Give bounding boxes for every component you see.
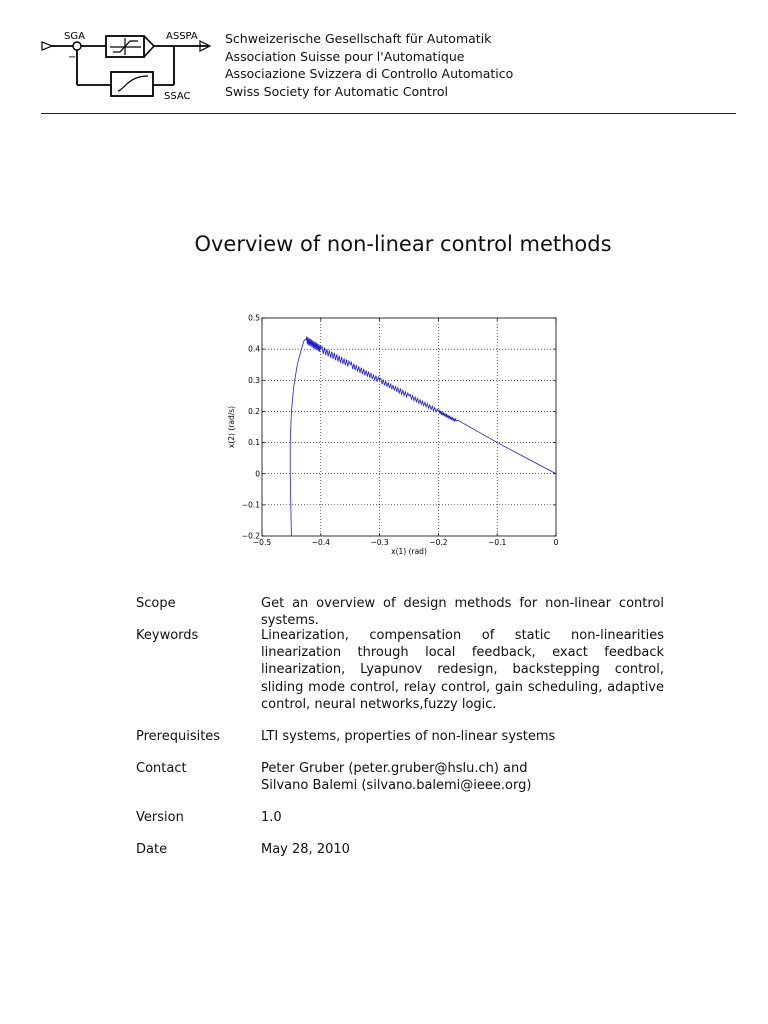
y-tick-label: 0.2 [248, 407, 260, 417]
y-tick-label: −0.2 [241, 531, 260, 541]
y-tick-label: −0.1 [241, 500, 260, 510]
logo-input-arrow [42, 42, 52, 50]
x-tick-label: −0.3 [370, 538, 389, 547]
y-tick-label: 0.5 [248, 313, 260, 323]
x-tick-label: −0.5 [252, 538, 272, 547]
meta-value: Linearization, compensation of static non-linearities linearization through local feedback, exact feedback linearization, Lyapunov redesign, backstepping control, sliding mode control, relay control, gain scheduling, adaptive control, neural networks,fuzzy logic. [261, 628, 664, 712]
society-name-it: Associazione Svizzera di Controllo Automatico [225, 66, 514, 82]
sga-logo [40, 26, 215, 106]
logo-minus-sign: − [68, 52, 77, 63]
meta-value: LTI systems, properties of non-linear systems [261, 729, 556, 744]
plot-grid [262, 318, 556, 536]
meta-label: Contact [136, 761, 187, 776]
meta-value: Get an overview of design methods for non-linear control systems. [261, 596, 664, 629]
y-tick-labels [242, 314, 260, 541]
meta-label: Scope [136, 596, 176, 611]
contact-line: Silvano Balemi (silvano.balemi@ieee.org) [261, 778, 532, 794]
y-tick-label: 0 [255, 469, 260, 479]
society-name-en: Swiss Society for Automatic Control [225, 83, 448, 99]
society-names [225, 30, 513, 100]
trajectory-line [290, 336, 556, 536]
meta-label: Date [136, 842, 168, 857]
meta-label: Prerequisites [136, 729, 221, 744]
meta-value: 1.0 [261, 810, 282, 825]
header-divider [41, 113, 736, 114]
x-tick-label: −0.2 [429, 538, 448, 547]
x-tick-label: −0.1 [488, 538, 507, 547]
phase-plot [220, 308, 570, 563]
logo-label-left: SGA [64, 31, 85, 42]
plot-frame [262, 318, 556, 536]
logo-label-right: ASSPA [166, 31, 198, 42]
x-tick-labels [253, 538, 559, 547]
meta-value [261, 760, 664, 794]
y-tick-label: 0.4 [248, 344, 260, 354]
x-tick-label: −0.4 [311, 538, 330, 547]
y-tick-label: 0.3 [248, 375, 260, 385]
meta-label: Keywords [136, 628, 199, 643]
y-tick-label: 0.1 [248, 438, 260, 448]
plot-ticks [262, 318, 556, 536]
x-tick-label: 0 [553, 538, 559, 547]
logo-label-bottom: SSAC [164, 91, 191, 102]
y-axis-label: x(2) (rad/s) [227, 405, 236, 449]
meta-label: Version [136, 810, 184, 825]
meta-value: May 28, 2010 [261, 842, 350, 857]
x-axis-label: x(1) (rad) [391, 547, 427, 556]
society-name-fr: Association Suisse pour l'Automatique [225, 48, 465, 64]
page-title: Overview of non-linear control methods [194, 232, 612, 256]
logo-summing-junction [73, 42, 81, 50]
contact-line: Peter Gruber (peter.gruber@hslu.ch) and [261, 761, 528, 776]
society-name-de: Schweizerische Gesellschaft für Automatik [225, 31, 492, 46]
